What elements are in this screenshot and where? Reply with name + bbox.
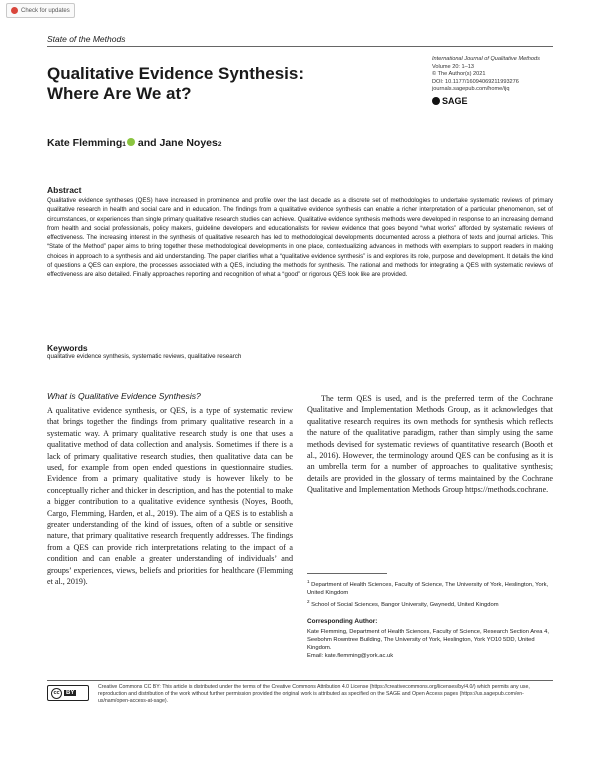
journal-url[interactable]: journals.sagepub.com/home/ijq: [432, 86, 510, 93]
author-line: [47, 137, 221, 149]
cc-icon: cc: [51, 688, 62, 699]
footnote-1: [307, 578, 553, 597]
footnote-2: [307, 598, 553, 609]
article-title: [47, 64, 377, 104]
body-right-column: The term QES is used, and is the preferred term of the Cochrane Qualitative and Implementation Methods Group, as it acknowledges that qualitative research requires its own methods for synthesis which reflects the nature of the qualitative paradigm, rather than simply using the same methods devised for systematic reviews of quantitative research (Booth et al., 2016). However, the terminology around QES can be confusing as it is an umbrella term for a number of approaches to qualitative synthesis; details are provided in the glossary of terms maintained by the Cochrane Qualitative and Implementation Methods Group https://methods.cochrane.: [307, 394, 553, 495]
abstract-heading: Abstract: [47, 185, 82, 195]
journal-doi[interactable]: DOI: 10.1177/16094069211993276: [432, 78, 519, 85]
header-rule: [47, 46, 553, 47]
section-heading: What is Qualitative Evidence Synthesis?: [47, 391, 201, 401]
cc-by-badge[interactable]: [47, 685, 89, 701]
keywords-list: qualitative evidence synthesis, systematic reviews, qualitative research: [47, 353, 242, 360]
section-label: State of the Methods: [47, 34, 126, 44]
article-title-line2: Where Are We at?: [47, 84, 192, 103]
body-left-column: A qualitative evidence synthesis, or QES, is a type of systematic review that brings together the findings from primary qualitative research in a systematic way. A primary qualitative research study is one that uses a qualitative method of data collection and analysis. Sometimes if there is a lack of primary qualitative research studies, then qualitative data can be used, for example from open ended questions in questionnaire studies. Evidence from a primary qualitative study is however likely to be conceptually richer and thicker in description, and has the potential to make a bigger contribution to a qualitative evidence synthesis (Noyes, Booth, Cargo, Flemming, Harden, et al., 2019). The aim of a QES is to establish a greater understanding of the kind of issues, often of a subtle or sensitive nature, that primary qualitative research frequently addresses. The findings from a QES can provide rich interpretations relating to the impact of a condition and can enable a greater understanding of individuals’ and groups’ experiences, views, beliefs and priorities for healthcare (Flemming et al., 2019).: [47, 406, 293, 587]
corresponding-author-heading: Corresponding Author:: [307, 618, 378, 625]
author-1-affiliation-marker: 1: [122, 141, 126, 148]
orcid-icon[interactable]: [127, 138, 135, 146]
license-rule: [47, 680, 553, 681]
abstract-body: Qualitative evidence syntheses (QES) have increased in prominence and profile over the last decade as a discrete set of methodologies to undertake systematic reviews of primary qualitative research in health and social care and in education. The findings from a qualitative evidence synthesis can enable a richer interpretation of a particular phenomenon, set of circumstances, or experiences than single primary qualitative research studies can achieve. Qualitative evidence synthesis methods were developed in response to an increasing demand from health and social professionals, policy makers, guideline developers and educationalists for review evidence that goes beyond “what works” afforded by systematic reviews of effectiveness. The increasing interest in the synthesis of qualitative research has led to methodological developments documented across a plethora of texts and journal articles. This “State of the Method” paper aims to bring together these methodological developments in one place, contextualizing advances in methods with exemplars to support readers in making choices in approach to a synthesis and aid understanding. The paper clarifies what a “qualitative evidence synthesis” is and explores its role, purpose and development. It details the kind of questions a QES can explore, the processes associated with a QES, including the methods for synthesis. The rational and methods for integrating a QES with systematic reviews of effectiveness are also detailed. Finally approaches reporting and recognition of what a “good” or rigorous QES look like are provided.: [47, 197, 553, 278]
sage-logo: [432, 96, 468, 106]
footnote-1-text: Department of Health Sciences, Faculty of Science, The University of York, Heslington, York, United Kingdom: [307, 581, 549, 596]
by-icon: BY: [66, 690, 75, 696]
footnote-1-marker: 1: [307, 579, 310, 584]
check-updates-label: Check for updates: [21, 7, 70, 14]
corresponding-author-email[interactable]: Email: kate.flemming@york.ac.uk: [307, 653, 394, 659]
check-for-updates-badge[interactable]: [6, 3, 75, 18]
journal-name: International Journal of Qualitative Methods: [432, 56, 540, 62]
sage-logo-icon: [432, 97, 440, 105]
article-title-line1: Qualitative Evidence Synthesis:: [47, 64, 304, 83]
author-1-name[interactable]: Kate Flemming: [47, 137, 123, 149]
check-updates-icon: [11, 7, 18, 14]
corresponding-author-address: Kate Flemming, Department of Health Sciences, Faculty of Science, Research Section Area 4, Seebohm Rowntree Building, The University of York, Heslington, York YO10 5DD, United Kingdom.: [307, 629, 549, 651]
corresponding-author-details: [307, 628, 553, 660]
footnote-2-text: School of Social Sciences, Bangor University, Gwynedd, United Kingdom: [311, 601, 499, 608]
journal-info: [432, 56, 562, 94]
journal-copyright: © The Author(s) 2021: [432, 71, 486, 78]
footnote-rule: [307, 573, 387, 574]
license-text: Creative Commons CC BY: This article is distributed under the terms of the Creative Commons Attribution 4.0 License (https://creativecommons.org/licenses/by/4.0/) which permits any use, reproduction and distribution of the work without further permission provided the original work is attributed as specified on the SAGE and Open Access pages (https://us.sagepub.com/en-us/nam/open-access-at-sage).: [98, 684, 530, 705]
keywords-heading: Keywords: [47, 343, 88, 353]
footnote-2-marker: 2: [307, 599, 310, 604]
sage-logo-text: SAGE: [442, 96, 468, 106]
author-2-name[interactable]: and Jane Noyes: [137, 137, 218, 149]
author-2-affiliation-marker: 2: [217, 141, 222, 148]
journal-volume: Volume 20: 1–13: [432, 63, 474, 70]
